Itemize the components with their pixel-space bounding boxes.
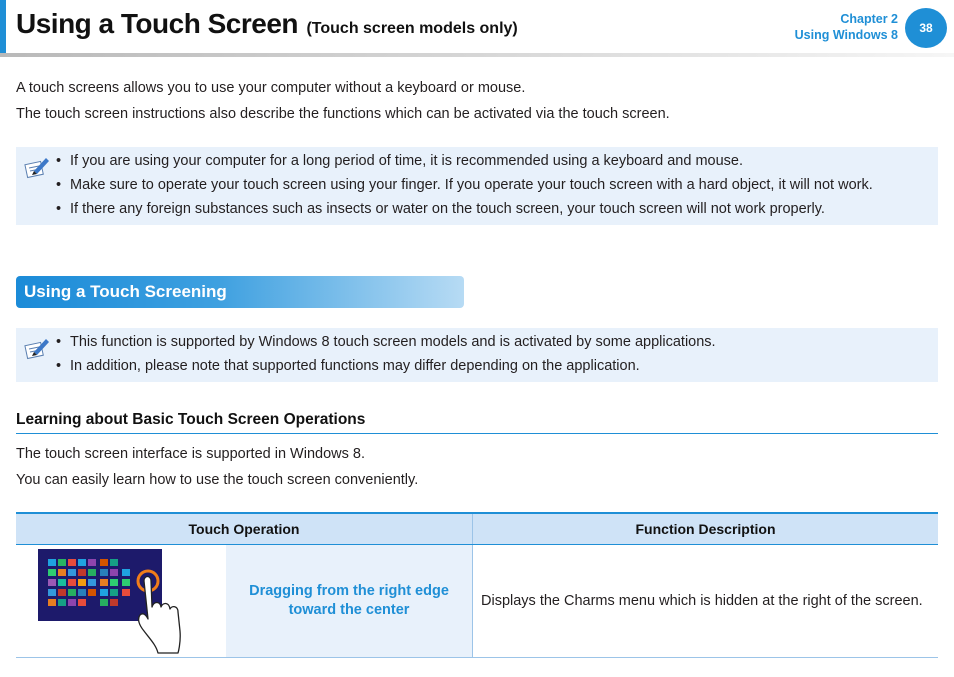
intro-line-2: The touch screen instructions also describe the functions which can be activated via the touch screen. <box>16 106 670 122</box>
chapter-number: Chapter 2 <box>840 12 898 26</box>
note-list-2 <box>70 330 716 378</box>
chapter-label <box>795 11 898 43</box>
operation-cell <box>226 545 473 658</box>
header-accent-bar <box>0 0 6 53</box>
chapter-title: Using Windows 8 <box>794 28 898 42</box>
note-list-1 <box>70 149 873 221</box>
subsection-heading: Learning about Basic Touch Screen Operations <box>16 411 938 434</box>
intro-line-1: A touch screens allows you to use your computer without a keyboard or mouse. <box>16 80 526 96</box>
illustration-cell <box>16 545 226 658</box>
description-cell: Displays the Charms menu which is hidden at the right of the screen. <box>473 545 939 658</box>
title-subtitle: (Touch screen models only) <box>306 20 518 37</box>
title-main: Using a Touch Screen <box>16 8 298 39</box>
table-header-row <box>16 513 938 545</box>
learning-line-2: You can easily learn how to use the touch screen conveniently. <box>16 472 419 488</box>
page-number-badge: 38 <box>905 8 947 48</box>
touch-operations-table <box>16 512 938 658</box>
section-heading: Using a Touch Screening <box>16 276 464 308</box>
column-header-description: Function Description <box>473 513 939 545</box>
page-title <box>16 8 518 40</box>
list-item: • If you are using your computer for a long period of time, it is recommended using a keyboard and mouse. <box>70 149 873 173</box>
column-header-operation: Touch Operation <box>16 513 473 545</box>
list-item: • Make sure to operate your touch screen using your finger. If you operate your touch screen with a hard object, it will not work. <box>70 173 873 197</box>
header-rule <box>0 53 954 57</box>
learning-line-1: The touch screen interface is supported in Windows 8. <box>16 446 365 462</box>
note-pencil-icon <box>22 336 50 362</box>
list-item: • If there any foreign substances such as insects or water on the touch screen, your touch screen will not work properly. <box>70 197 873 221</box>
note-pencil-icon <box>22 155 50 181</box>
table-row <box>16 545 938 658</box>
note-box-2 <box>16 328 938 382</box>
list-item: • In addition, please note that supported functions may differ depending on the application. <box>70 354 716 378</box>
touch-hand-icon <box>136 565 208 655</box>
list-item: • This function is supported by Windows 8 touch screen models and is activated by some applications. <box>70 330 716 354</box>
operation-label-line-1: Dragging from the right edge <box>249 583 449 599</box>
operation-label-line-2: toward the center <box>288 602 410 618</box>
note-box-1 <box>16 147 938 225</box>
